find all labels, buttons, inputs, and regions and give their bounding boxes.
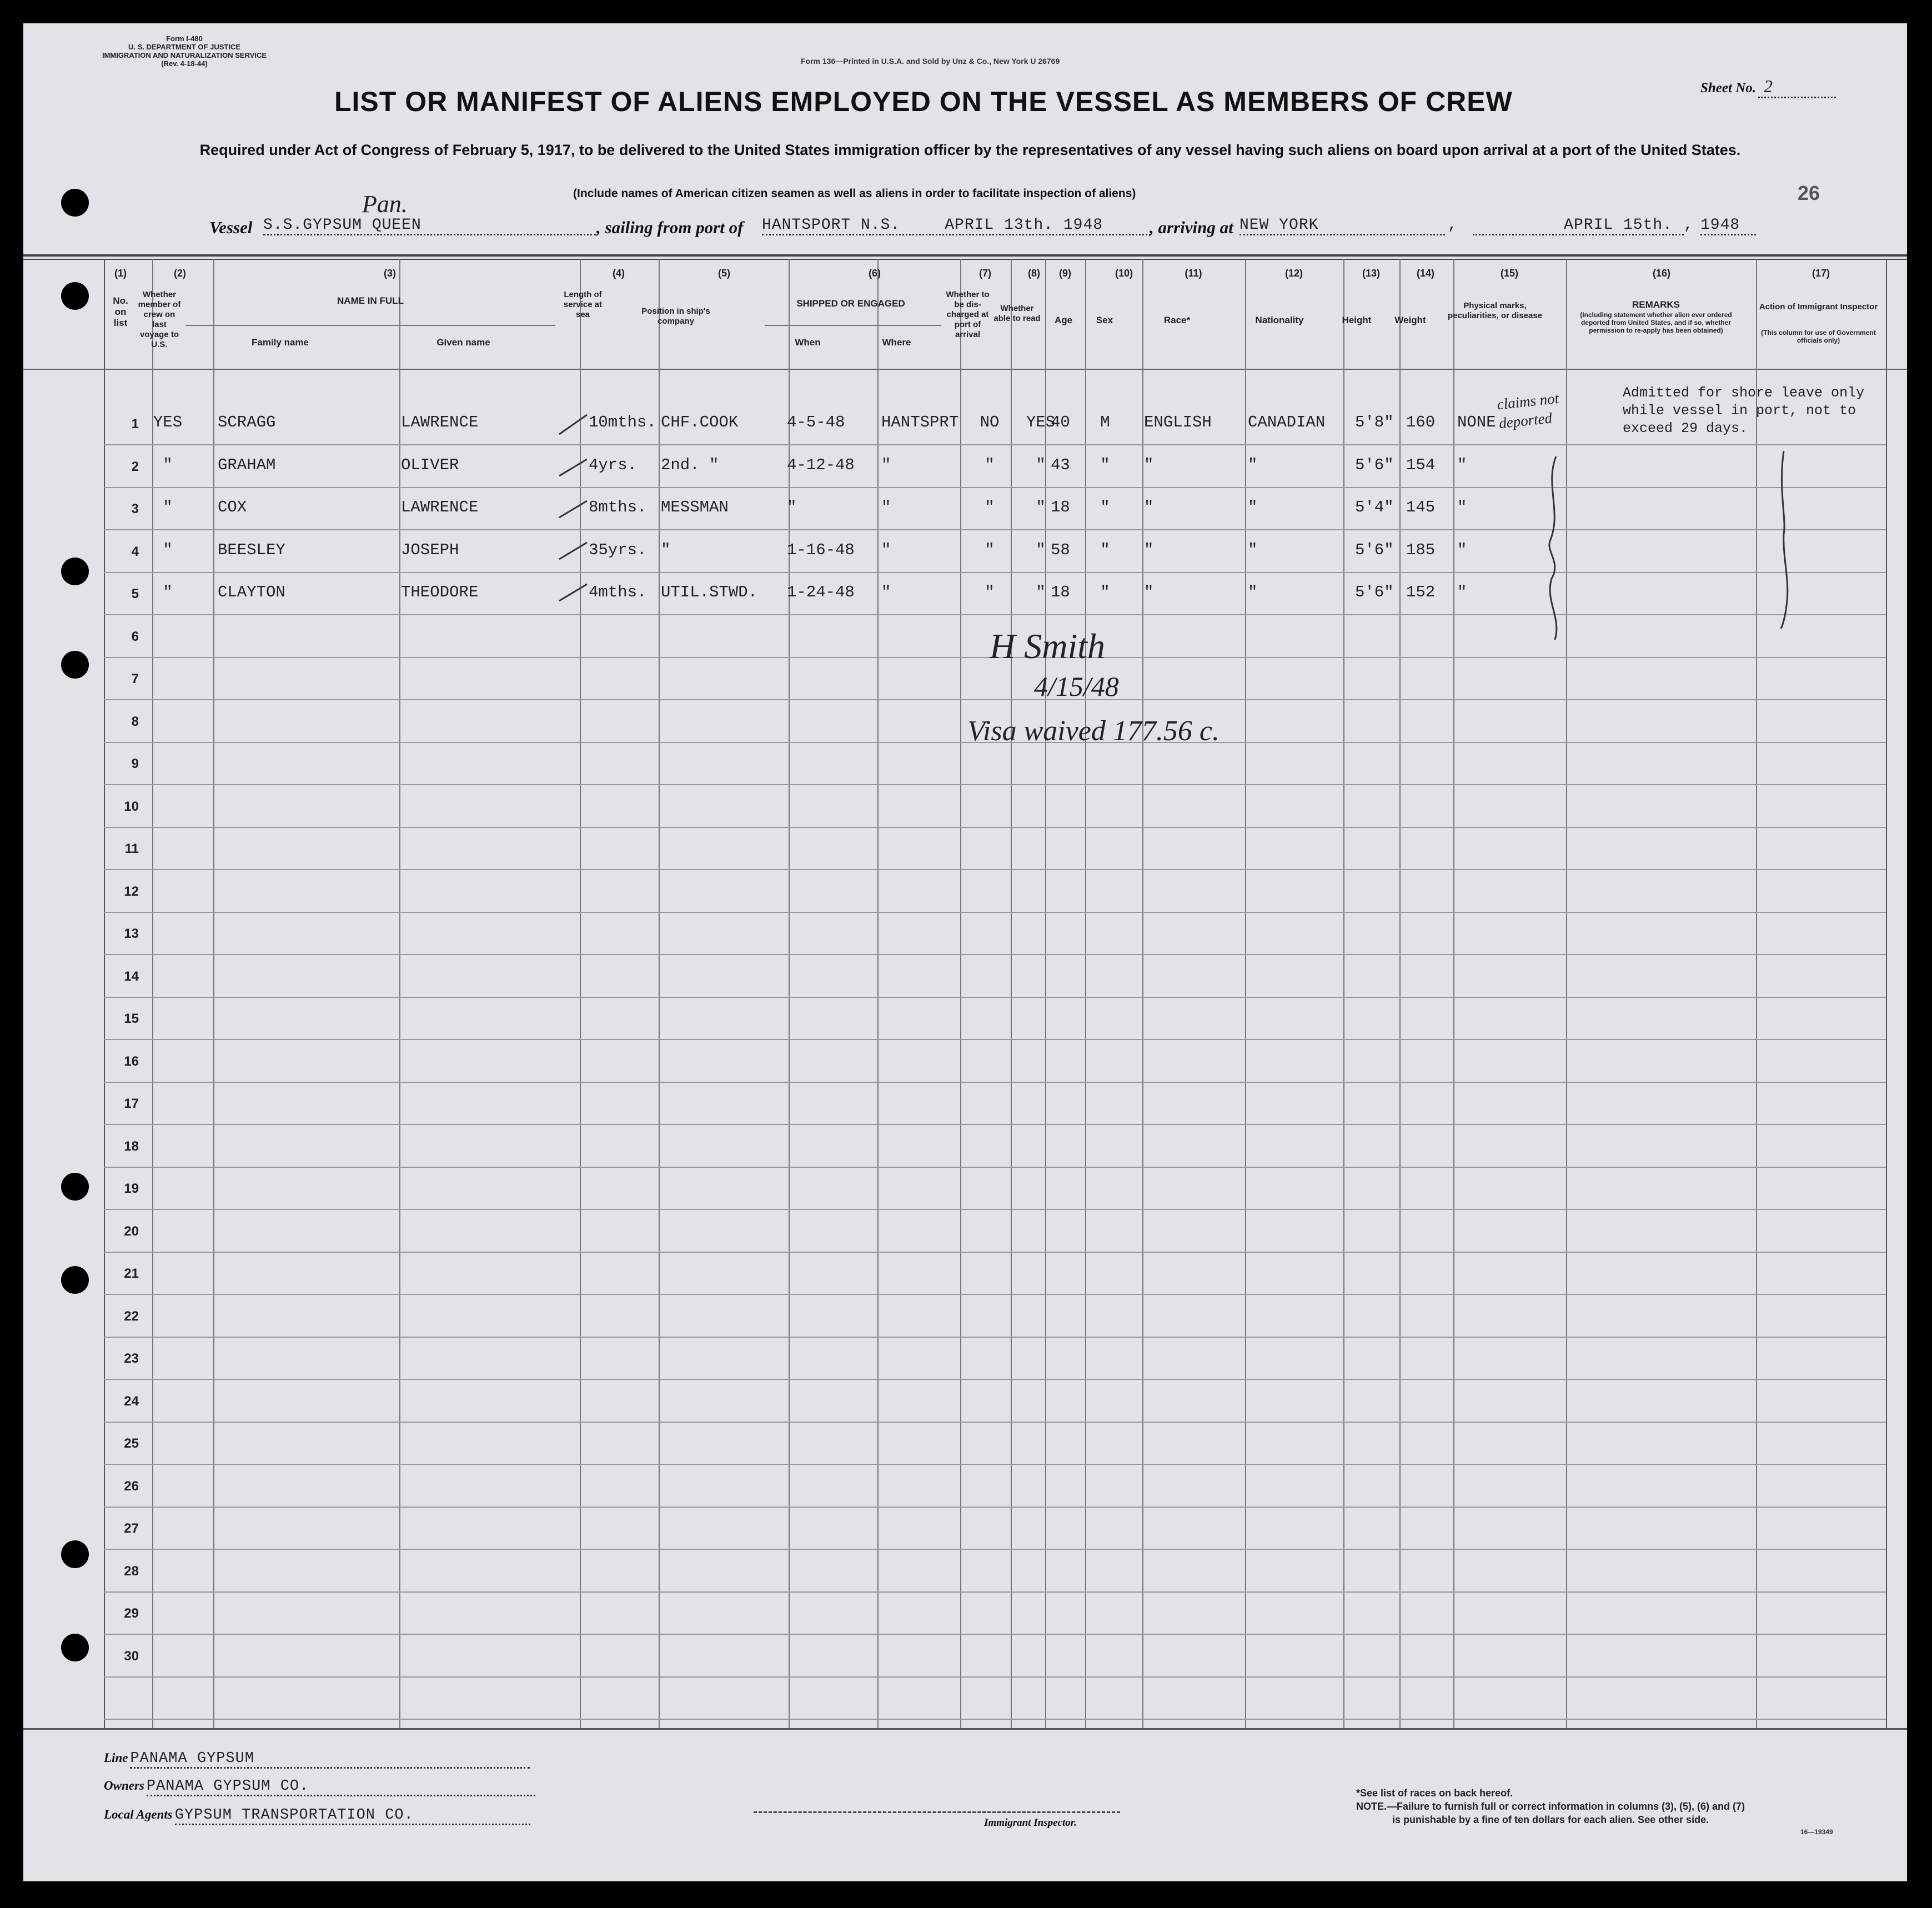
column-number: (17) [1811,268,1830,279]
crew-sex: M [1100,413,1110,431]
footer-agents: Local Agents GYPSUM TRANSPORTATION CO. [104,1807,530,1825]
row-divider [104,827,1886,828]
row-number: 14 [124,969,139,984]
crew-nationality: " [1248,583,1258,601]
crew-height: 5'6" [1355,541,1394,559]
manifest-sheet: Form I-480 U. S. DEPARTMENT OF JUSTICE IMMIGRATION AND NATURALIZATION SERVICE (Rev. 4-18-44) Form 136—Printed in U.S.A. and Sold by Unz & Co., New York U 26769 Sheet No. 2 LIST OR MANIFEST OF ALIENS EMPLOYED ON THE VESSEL AS MEMBERS OF CREW Required under Act of Congress of February 5, 1917, to be delivered to the United States immigration officer by the representatives of any vessel having such aliens on board upon arrival at a port of the United States. (Include names of American citizen seamen as well as aliens in order to facilitate inspection of aliens) 26 Pan. Vessel S.S.GYPSUM QUEEN , sailing from port of HANTSPORT N.S. APRIL 13th. 1948 , arriving at NEW YORK , APRIL 15th. , 1948 (1) (2) (3) (4) (5) (6) (7) (8) (9) (10) (11) (12) (13) (14) (15) (16) (17) No. on list Whether member of crew on last voyage to U.S. NAME IN FULL Family name Given name Length of service at sea Position in ship's company SHIPPED OR ENGAGED When Where Whether to be dis-charged at port of arrival Whether able to read Age Sex Race* Nationality Height Weight Physical marks, peculiarities, or disease REMARKS (Including statement whether alien ever ordered deported from United States, and if so, whether permission to re-apply has been obtained) Action of Immigrant Inspector (This column for use of Government officials only) 1 2 3 4 5 6 7 8 9 10 11 12 13 14 15 16 17 18 19 20 21 22 23 24 25 26 27 28 29 30 YES SCRAGG LAWRENCE 10mths. CHF.COOK 4-5-48 HANTSPRT NO YES 40 M ENGLISH CANADIAN 5'8" 160 NONE " GRAHAM OLIVER 4yrs. 2nd. " 4-12-48 " " " 43 " " " 5'6" 154 " " COX LAWRENCE 8mths. MESSMAN " " " " 18 " " " 5'4" 145 " " BEESLEY JOSEPH 35yrs. " 1-16-48 " " " 58 " " " 5'6" 185 " " CLAYTON THEODORE 4mths. UTIL.STWD. 1-24-48 " " " 18 " " " 5'6" 152 " Admitted for shore leave only while vessel in port, not to exceed 29 days. claims not deported H Smith 4/15/48 Visa waived 177.56 c. Line PANAMA GYPSUM Owners PANAMA GYPSUM CO. Local Agents GYPSUM TRANSPORTATION CO. Immigrant Inspector. *See list of races on back hereof. NOTE.—Failure to furnish full or correct information in columns (3), (5), (6) and (7) is punishable by a fine of ten dollars for each alien. See other side. 16—19349 [23,23,1907,1881]
row-divider [104,1549,1886,1550]
crew-family: GRAHAM [218,456,276,474]
crew-sex: " [1100,541,1110,559]
column-number: (1) [114,268,127,279]
handwritten-remark: claims not deported [1496,389,1560,432]
col-where: Where [882,337,911,348]
punch-hole [61,1266,89,1294]
crew-given: LAWRENCE [401,413,479,431]
col-weight: Weight [1394,315,1426,325]
crew-given: OLIVER [401,456,459,474]
column-divider [960,259,961,1728]
crew-family: COX [218,498,247,516]
crew-service: 35yrs. [589,541,647,559]
crew-weight: 145 [1406,498,1436,516]
col-shipped-engaged: SHIPPED OR ENGAGED [796,298,905,309]
row-divider [104,1294,1886,1295]
footer-line: Line PANAMA GYPSUM [104,1750,530,1769]
row-divider [104,1167,1886,1168]
crew-marks: NONE [1457,413,1496,431]
col-family-name: Family name [252,337,309,348]
row-divider [104,1337,1886,1338]
column-divider [1011,259,1012,1728]
row-divider [104,1507,1886,1508]
column-number: (7) [979,268,991,279]
col-last-voyage: Whether member of crew on last voyage to U.S. [138,290,181,349]
crew-service: 4yrs. [589,456,638,474]
crew-discharged: " [985,541,995,559]
row-number: 6 [131,629,139,644]
crew-where: HANTSPRT [881,413,959,431]
crew-age: 43 [1051,456,1070,474]
crew-age: 40 [1051,413,1070,431]
crew-family: CLAYTON [218,583,285,601]
row-number: 11 [124,841,139,856]
remarks-typed: Admitted for shore leave only while vessel in port, not to exceed 29 days. [1623,385,1865,436]
crew-when: 1-16-48 [787,541,855,559]
crew-position: CHF.COOK [661,413,739,431]
crew-when: 4-5-48 [787,413,845,431]
column-divider [1399,259,1401,1728]
column-divider [213,259,214,1728]
crew-given: JOSEPH [401,541,459,559]
crew-sex: " [1100,498,1110,516]
row-divider [104,997,1886,998]
inspector-signature: H Smith [990,626,1105,666]
col-no-on-list: No. on list [113,295,128,328]
crew-position: MESSMAN [661,498,729,516]
punch-hole [61,1540,89,1568]
row-number: 1 [131,416,139,431]
column-divider [152,259,153,1728]
crew-sex: " [1100,456,1110,474]
crew-last-voyage: YES [153,413,183,431]
row-divider [104,444,1886,445]
column-number: (15) [1500,268,1518,279]
crew-race: ENGLISH [1144,413,1212,431]
crew-weight: 152 [1406,583,1436,601]
row-number: 23 [124,1351,139,1366]
crew-read: " [1036,498,1046,516]
crew-race: " [1144,456,1154,474]
column-divider [1756,259,1757,1728]
column-divider [1343,259,1344,1728]
crew-weight: 185 [1406,541,1436,559]
crew-family: SCRAGG [218,413,276,431]
crew-height: 5'4" [1355,498,1394,516]
row-divider [104,869,1886,870]
row-number: 18 [124,1139,139,1154]
row-number: 27 [124,1521,139,1536]
row-number: 28 [124,1564,139,1579]
row-number: 26 [124,1479,139,1494]
row-divider [104,1039,1886,1040]
crew-weight: 154 [1406,456,1436,474]
row-divider [104,529,1886,530]
crew-family: BEESLEY [218,541,285,559]
row-divider [104,1676,1886,1678]
col-name-in-full: NAME IN FULL [337,295,404,306]
column-number: (2) [174,268,186,279]
row-number: 16 [124,1054,139,1069]
sailing-port-date: HANTSPORT N.S. APRIL 13th. 1948 [762,217,1151,235]
crew-position: UTIL.STWD. [661,583,758,601]
column-number: (12) [1284,268,1303,279]
vessel-label: Vessel [209,218,253,237]
column-number: (13) [1362,268,1380,279]
column-number: (10) [1115,268,1133,279]
crew-where: " [881,456,891,474]
printer-line: Form 136—Printed in U.S.A. and Sold by Unz & Co., New York U 26769 [801,57,1060,66]
column-number: (6) [869,268,881,279]
crew-last-voyage: " [163,583,173,601]
col-remarks: REMARKS [1632,299,1680,310]
punch-hole [61,282,89,310]
print-code: 16—19349 [1800,1828,1833,1836]
crew-nationality: CANADIAN [1248,413,1326,431]
row-number: 15 [124,1011,139,1026]
crew-read: " [1036,541,1046,559]
row-divider [104,1464,1886,1465]
crew-nationality: " [1248,541,1258,559]
row-divider [104,912,1886,913]
column-divider [104,259,105,1728]
crew-nationality: " [1248,456,1258,474]
crew-service: 10mths. [589,413,656,431]
punch-hole [61,189,89,217]
crew-marks: " [1457,456,1467,474]
col-given-name: Given name [436,337,490,348]
crew-where: " [881,498,891,516]
row-divider [104,1124,1886,1125]
crew-where: " [881,541,891,559]
column-number: (3) [384,268,396,279]
column-number: (9) [1059,268,1071,279]
column-divider [789,259,790,1728]
row-number: 5 [131,586,139,601]
row-number: 7 [131,671,139,686]
column-divider [1453,259,1454,1728]
row-number: 25 [124,1436,139,1451]
row-divider [104,1591,1886,1593]
crew-read: " [1036,583,1046,601]
column-divider [659,259,660,1728]
col-sex: Sex [1096,315,1113,325]
page-title: LIST OR MANIFEST OF ALIENS EMPLOYED ON THE VESSEL AS MEMBERS OF CREW [334,86,1513,117]
row-number: 2 [131,459,139,474]
row-number: 17 [124,1096,139,1111]
crew-when: 4-12-48 [787,456,855,474]
arriving-label: , arriving at [1150,218,1233,237]
column-number: (8) [1028,268,1040,279]
row-number: 30 [124,1649,139,1664]
row-divider [104,1634,1886,1635]
crew-given: LAWRENCE [401,498,479,516]
crew-discharged: " [985,456,995,474]
row-number: 3 [131,501,139,516]
column-number: (14) [1416,268,1434,279]
column-divider [877,259,879,1728]
crew-height: 5'6" [1355,456,1394,474]
row-number: 19 [124,1181,139,1196]
row-number: 29 [124,1606,139,1621]
row-divider [104,699,1886,700]
row-divider [104,1252,1886,1253]
column-number: (5) [718,268,730,279]
crew-marks: " [1457,583,1467,601]
row-number: 24 [124,1394,139,1409]
form-id-block: Form I-480 U. S. DEPARTMENT OF JUSTICE IMMIGRATION AND NATURALIZATION SERVICE (Rev. 4-18-44) [102,34,267,68]
page-subtitle: Required under Act of Congress of February 5, 1917, to be delivered to the United States immigration officer by the representatives of any vessel having such aliens on board upon arrival at a port of the United States. [199,142,1741,158]
crew-sex: " [1100,583,1110,601]
punch-hole [61,1173,89,1201]
crew-where: " [881,583,891,601]
crew-height: 5'6" [1355,583,1394,601]
crew-position: 2nd. " [661,456,719,474]
immigrant-inspector-label: Immigrant Inspector. [984,1817,1077,1829]
crew-race: " [1144,498,1154,516]
col-when: When [795,337,821,348]
arrival-date: APRIL 15th. [1473,217,1684,235]
row-divider [104,1082,1886,1083]
col-able-to-read: Whether able to read [993,304,1041,323]
footer-owners: Owners PANAMA GYPSUM CO. [104,1778,535,1796]
row-divider [104,572,1886,573]
vessel-name: S.S.GYPSUM QUEEN [263,217,596,235]
column-divider [1245,259,1246,1728]
col-height: Height [1342,315,1372,325]
column-number: (16) [1652,268,1670,279]
crew-read: " [1036,456,1046,474]
brace-mark [1539,451,1573,645]
punch-hole [61,558,89,585]
row-number: 22 [124,1309,139,1324]
col-race: Race* [1163,315,1191,325]
crew-age: 58 [1051,541,1070,559]
row-number: 21 [124,1266,139,1281]
include-note: (Include names of American citizen seamen as well as aliens in order to facilitate inspection of aliens) [573,187,1136,200]
footer-note: *See list of races on back hereof. NOTE.—Failure to furnish full or correct information in columns (3), (5), (6) and (7) is punishable by a fine of ten dollars for each alien. See other side. [1356,1788,1745,1825]
crew-discharged: " [985,498,995,516]
crew-last-voyage: " [163,541,173,559]
row-number: 12 [124,884,139,899]
row-divider [104,1209,1886,1210]
row-divider [104,614,1886,615]
col-length-service: Length of service at sea [563,290,603,319]
inspection-date: 4/15/48 [1034,671,1119,702]
crew-race: " [1144,541,1154,559]
crew-last-voyage: " [163,456,173,474]
arrival-year: 1948 [1700,217,1756,235]
row-divider [104,1719,1886,1720]
column-divider [399,259,400,1728]
crew-position: " [661,541,671,559]
row-divider [104,1422,1886,1423]
crew-age: 18 [1051,498,1070,516]
brace-mark [1767,445,1800,634]
crew-race: " [1144,583,1154,601]
column-divider [1045,259,1046,1728]
crew-discharged: NO [980,413,1000,431]
crew-marks: " [1457,498,1467,516]
check-marks [556,412,595,645]
row-number: 4 [131,544,139,559]
col-position: Position in ship's company [641,307,710,326]
page-stamp: 26 [1798,182,1820,204]
arriving-port: NEW YORK [1240,217,1445,235]
sailing-label: , sailing from port of [596,218,744,237]
crew-last-voyage: " [163,498,173,516]
col-inspector-action: Action of Immigrant Inspector [1759,302,1878,312]
column-number: (11) [1185,268,1202,279]
row-number: 10 [124,799,139,814]
crew-discharged: " [985,583,995,601]
sheet-number: Sheet No. 2 [1700,76,1836,98]
flag-handwritten: Pan. [362,190,408,218]
column-number: (4) [613,268,625,279]
row-number: 13 [124,926,139,941]
crew-weight: 160 [1406,413,1436,431]
col-remarks-note: (Including statement whether alien ever ordered deported from United States, and if so, whether permission to re-apply has been obtained) [1580,311,1732,334]
crew-when: " [787,498,797,516]
crew-given: THEODORE [401,583,479,601]
col-physical-marks: Physical marks, peculiarities, or disease [1447,301,1543,320]
row-number: 9 [131,756,139,771]
col-nationality: Nationality [1255,315,1304,325]
punch-hole [61,1634,89,1661]
crew-nationality: " [1248,498,1258,516]
punch-hole [61,651,89,679]
crew-service: 4mths. [589,583,647,601]
crew-height: 5'8" [1355,413,1394,431]
crew-read: YES [1026,413,1056,431]
column-divider [1886,259,1887,1728]
row-number: 20 [124,1224,139,1239]
crew-marks: " [1457,541,1467,559]
col-age: Age [1054,315,1073,325]
visa-annotation: Visa waived 177.56 c. [967,715,1220,747]
col-discharged: Whether to be dis-charged at port of arrival [946,290,990,339]
col-inspector-note: (This column for use of Government officials only) [1761,329,1876,344]
column-divider [1085,259,1086,1728]
row-divider [104,954,1886,955]
row-divider [104,784,1886,785]
row-number: 8 [131,714,139,729]
row-divider [104,1379,1886,1380]
crew-service: 8mths. [589,498,647,516]
row-divider [104,487,1886,488]
crew-when: 1-24-48 [787,583,855,601]
column-divider [1142,259,1143,1728]
crew-age: 18 [1051,583,1070,601]
